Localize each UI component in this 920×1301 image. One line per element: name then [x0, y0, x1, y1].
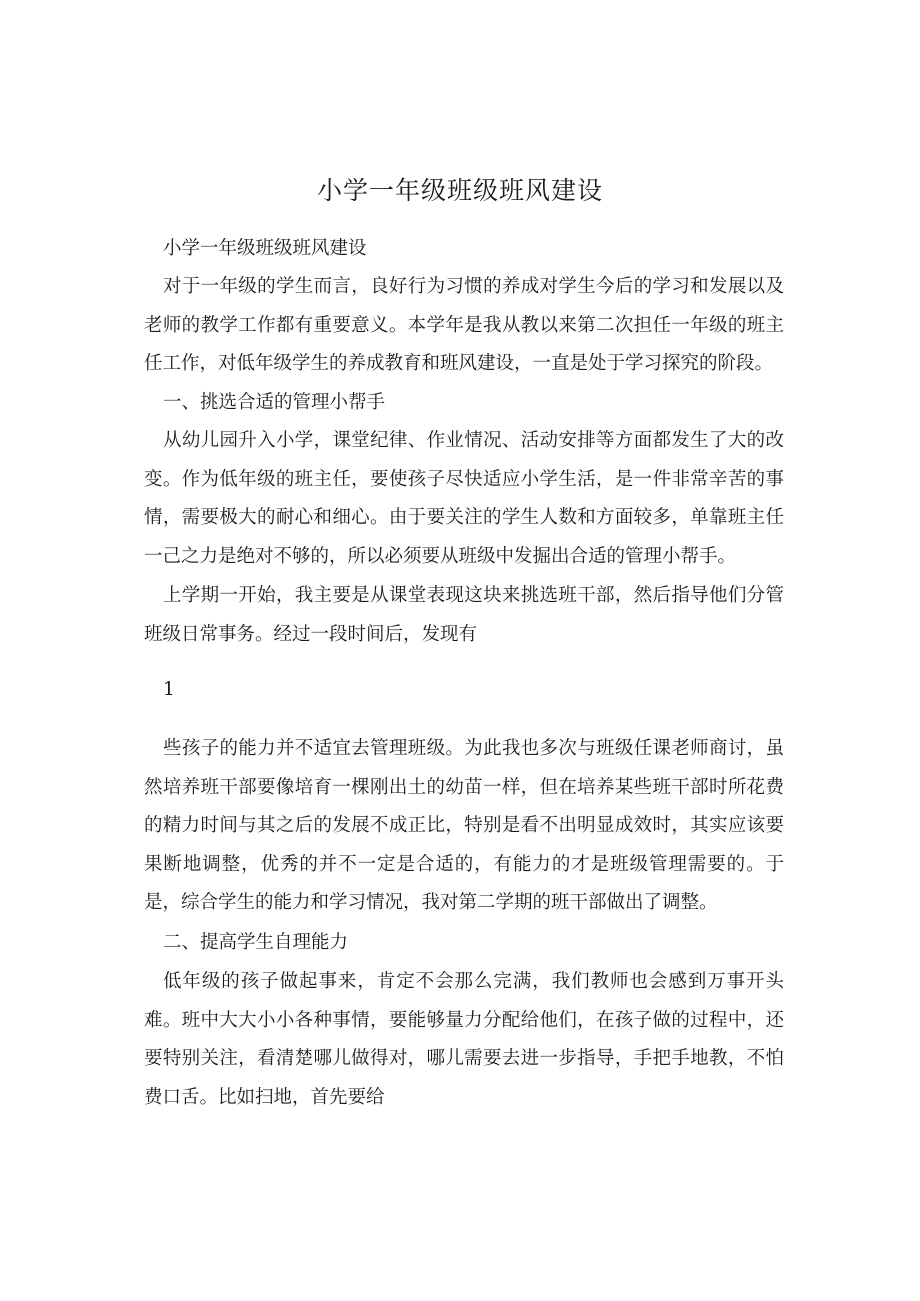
- paragraph-section-2: 低年级的孩子做起事来，肯定不会那么完满，我们教师也会感到万事开头难。班中大大小小各种事情，要能够量力分配给他们，在孩子做的过程中，还要特别关注，看清楚哪儿做得对，哪儿需要去进一步指导，手把手地教，不怕费口舌。比如扫地，首先要给: [144, 971, 784, 1108]
- document-title: 小学一年级班级班风建设: [316, 176, 603, 205]
- paragraph-continued: 些孩子的能力并不适宜去管理班级。为此我也多次与班级任课老师商讨，虽然培养班干部要像培育一棵刚出土的幼苗一样，但在培养某些班干部时所花费的精力时间与其之后的发展不成正比，特别是看不出明显成效时，其实应该要果断地调整，优秀的并不一定是合适的，有能力的才是班级管理需要的。于是，综合学生的能力和学习情况，我对第二学期的班干部做出了调整。: [144, 738, 784, 913]
- page-number: 1: [163, 679, 175, 700]
- section-heading-1: 一、挑选合适的管理小帮手: [163, 392, 386, 413]
- document-subtitle: 小学一年级班级班风建设: [163, 238, 367, 259]
- paragraph-intro: 对于一年级的学生而言，良好行为习惯的养成对学生今后的学习和发展以及老师的教学工作都有重要意义。本学年是我从教以来第二次担任一年级的班主任工作，对低年级学生的养成教育和班风建设，一直是处于学习探究的阶段。: [144, 276, 784, 374]
- paragraph-section-1: 从幼儿园升入小学，课堂纪律、作业情况、活动安排等方面都发生了大的改变。作为低年级的班主任，要使孩子尽快适应小学生活，是一件非常辛苦的事情，需要极大的耐心和细心。由于要关注的学生人数和方面较多，单靠班主任一己之力是绝对不够的，所以必须要从班级中发掘出合适的管理小帮手。: [144, 430, 784, 567]
- paragraph-section-1-cont: 上学期一开始，我主要是从课堂表现这块来挑选班干部，然后指导他们分管班级日常事务。经过一段时间后，发现有: [144, 585, 784, 645]
- section-heading-2: 二、提高学生自理能力: [163, 932, 349, 953]
